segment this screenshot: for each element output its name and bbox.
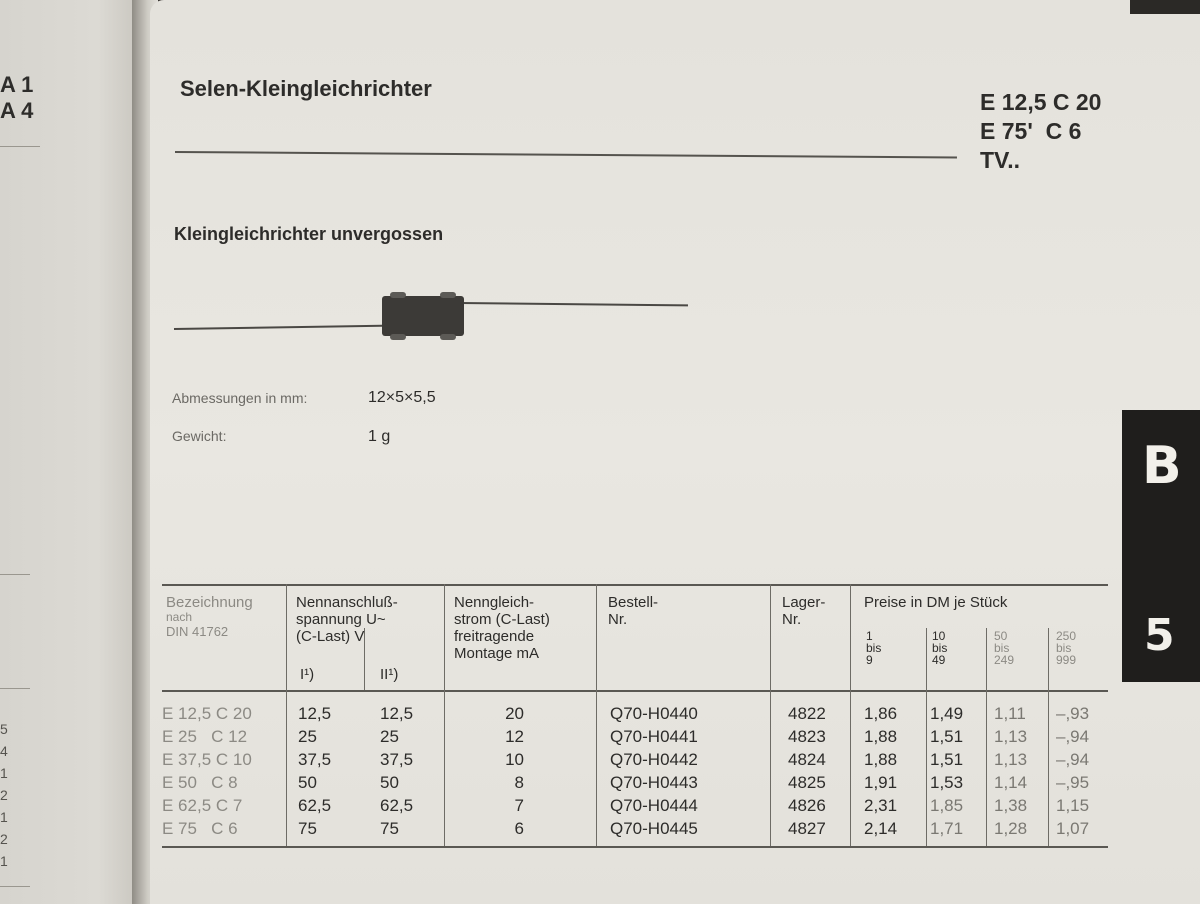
column-current <box>484 702 524 840</box>
column-divider <box>444 584 445 846</box>
column-price-250-999 <box>1056 702 1089 840</box>
header-line: Nr. <box>782 611 802 628</box>
column-divider <box>850 584 851 846</box>
table-cell: 4826 <box>788 796 826 815</box>
column-voltage-i <box>298 702 331 840</box>
product-table <box>162 584 1108 854</box>
column-divider <box>286 584 287 846</box>
type-codes <box>980 88 1101 175</box>
column-order-number <box>610 702 698 840</box>
header-line: Nenngleich- <box>454 594 535 611</box>
table-cell: 1,86 <box>864 704 898 723</box>
rectifier-illustration <box>174 288 694 348</box>
table-cell: 1,13 <box>994 750 1028 769</box>
table-cell: 12,5 <box>380 704 414 723</box>
table-cell: Q70-H0443 <box>610 773 698 792</box>
table-cell: 1,71 <box>930 819 964 838</box>
header-current <box>454 594 550 662</box>
rectifier-stud <box>390 334 406 340</box>
table-cell: 10 <box>505 750 524 769</box>
left-page-digit: 5 <box>0 721 8 737</box>
table-cell: 8 <box>514 773 524 792</box>
left-page-code-1: A 1 <box>0 72 34 97</box>
page-title: Selen-Kleingleichrichter <box>180 76 432 101</box>
table-cell: Q70-H0440 <box>610 704 698 723</box>
column-voltage-ii <box>380 702 413 840</box>
table-cell: E 50 C 8 <box>162 773 238 792</box>
table-cell: 75 <box>380 819 399 838</box>
header-line: strom (C-Last) <box>454 611 550 628</box>
header-line: spannung U~ <box>296 611 386 628</box>
table-cell: 1,11 <box>994 704 1026 723</box>
column-price-1-9 <box>864 702 897 840</box>
table-cell: 62,5 <box>380 796 414 815</box>
tier-line: 49 <box>932 653 946 667</box>
header-voltage <box>296 594 398 645</box>
left-page-rule <box>0 886 30 887</box>
table-cell: Q70-H0445 <box>610 819 698 838</box>
header-line: Nennanschluß- <box>296 594 398 611</box>
table-cell: Q70-H0442 <box>610 750 698 769</box>
price-tier-10 <box>932 630 947 666</box>
table-cell: –,95 <box>1056 773 1090 792</box>
table-cell: 4825 <box>788 773 826 792</box>
price-tier-250 <box>1056 630 1076 666</box>
section-subtitle: Kleingleichrichter unvergossen <box>174 224 444 244</box>
tier-line: bis <box>994 641 1010 655</box>
table-cell: 4822 <box>788 704 826 723</box>
table-cell: 75 <box>298 819 317 838</box>
section-tab <box>1122 410 1200 682</box>
column-divider <box>1048 628 1049 846</box>
table-rule <box>162 846 1108 848</box>
left-page-code-2: A 4 <box>0 98 34 123</box>
left-page-digit: 2 <box>0 787 8 803</box>
table-cell: 7 <box>514 796 524 815</box>
table-cell: 25 <box>298 727 317 746</box>
header-line: nach <box>166 610 193 624</box>
tier-line: bis <box>1056 641 1072 655</box>
tier-line: 999 <box>1056 653 1077 667</box>
table-cell: 62,5 <box>298 796 332 815</box>
table-cell: 2,31 <box>864 796 898 815</box>
tier-line: 1 <box>866 629 873 643</box>
weight-value: 1 g <box>368 428 391 445</box>
header-line: Montage mA <box>454 645 540 662</box>
table-cell: 1,91 <box>864 773 898 792</box>
table-cell: –,93 <box>1056 704 1090 723</box>
header-line: Nr. <box>608 611 628 628</box>
page-corner-shadow <box>1130 0 1200 14</box>
table-cell: 6 <box>514 819 524 838</box>
column-designation <box>162 702 252 840</box>
tier-line: bis <box>932 641 948 655</box>
table-cell: 1,28 <box>994 819 1028 838</box>
table-cell: 1,07 <box>1056 819 1090 838</box>
tier-line: bis <box>866 641 882 655</box>
type-code: TV.. <box>980 147 1021 173</box>
lead-wire-right <box>460 302 688 306</box>
table-cell: 25 <box>380 727 399 746</box>
tier-line: 50 <box>994 629 1008 643</box>
table-cell: E 62,5 C 7 <box>162 796 243 815</box>
table-cell: –,94 <box>1056 750 1090 769</box>
header-line: Bezeichnung <box>166 594 253 611</box>
tier-line: 250 <box>1056 629 1077 643</box>
column-price-50-249 <box>994 702 1027 840</box>
table-cell: 1,13 <box>994 727 1028 746</box>
table-cell: 4823 <box>788 727 826 746</box>
table-cell: E 37,5 C 10 <box>162 750 252 769</box>
table-cell: 4824 <box>788 750 826 769</box>
left-page-rule <box>0 688 30 689</box>
left-page-rule <box>0 574 30 575</box>
table-cell: 37,5 <box>298 750 332 769</box>
weight-label: Gewicht: <box>172 428 227 444</box>
previous-page-edge <box>0 0 140 904</box>
header-line: freitragende <box>454 628 535 645</box>
column-divider <box>926 628 927 846</box>
table-cell: Q70-H0441 <box>610 727 698 746</box>
table-cell: 2,14 <box>864 819 898 838</box>
table-cell: 1,38 <box>994 796 1028 815</box>
header-stock-number <box>782 594 825 628</box>
price-tier-50 <box>994 630 1014 666</box>
lead-wire-left <box>174 325 388 330</box>
column-divider <box>986 628 987 846</box>
type-code: E 12,5 C 20 <box>980 89 1102 115</box>
dimensions-value: 12×5×5,5 <box>368 389 436 406</box>
table-cell: 20 <box>505 704 524 723</box>
table-cell: 12 <box>505 727 524 746</box>
table-rule <box>162 690 1108 692</box>
table-cell: 1,51 <box>930 750 964 769</box>
left-page-digit: 4 <box>0 743 8 759</box>
header-voltage-i: I¹) <box>300 666 315 683</box>
table-cell: –,94 <box>1056 727 1090 746</box>
column-price-10-49 <box>930 702 963 840</box>
column-stock-number <box>788 702 826 840</box>
rectifier-stud <box>390 292 406 298</box>
type-code: E 75' C 6 <box>980 118 1082 144</box>
table-cell: E 75 C 6 <box>162 819 238 838</box>
header-designation <box>166 594 253 640</box>
table-cell: 37,5 <box>380 750 414 769</box>
table-cell: 12,5 <box>298 704 332 723</box>
table-cell: 1,14 <box>994 773 1028 792</box>
column-divider <box>596 584 597 846</box>
rectifier-body <box>382 296 464 336</box>
header-line: Lager- <box>782 594 826 611</box>
table-cell: 50 <box>298 773 317 792</box>
header-line: (C-Last) V <box>296 628 365 645</box>
left-page-digit: 1 <box>0 765 8 781</box>
price-tier-1 <box>866 630 881 666</box>
header-line: DIN 41762 <box>166 624 229 639</box>
table-cell: 1,53 <box>930 773 964 792</box>
tier-line: 9 <box>866 653 873 667</box>
section-number: 5 <box>1144 610 1175 661</box>
table-cell: 1,51 <box>930 727 964 746</box>
left-page-digit: 1 <box>0 853 8 869</box>
left-page-digits <box>0 718 14 872</box>
left-page-digit: 2 <box>0 831 8 847</box>
table-cell: E 12,5 C 20 <box>162 704 252 723</box>
rectifier-stud <box>440 292 456 298</box>
table-cell: 1,15 <box>1056 796 1090 815</box>
column-divider <box>770 584 771 846</box>
header-voltage-ii: II¹) <box>380 666 399 683</box>
left-page-digit: 1 <box>0 809 8 825</box>
table-cell: Q70-H0444 <box>610 796 698 815</box>
left-page-rule <box>0 146 40 147</box>
header-order-number <box>608 594 658 628</box>
table-cell: 50 <box>380 773 399 792</box>
table-cell: 1,85 <box>930 796 964 815</box>
header-line: Bestell- <box>608 594 659 611</box>
header-prices: Preise in DM je Stück <box>864 594 1008 611</box>
table-cell: 1,88 <box>864 750 898 769</box>
rectifier-stud <box>440 334 456 340</box>
table-cell: 1,49 <box>930 704 964 723</box>
table-cell: 1,88 <box>864 727 898 746</box>
tier-line: 249 <box>994 653 1015 667</box>
table-cell: 4827 <box>788 819 826 838</box>
table-cell: E 25 C 12 <box>162 727 248 746</box>
table-rule <box>162 584 1108 586</box>
tier-line: 10 <box>932 629 946 643</box>
dimensions-label: Abmessungen in mm: <box>172 390 308 406</box>
section-letter: B <box>1142 436 1182 496</box>
